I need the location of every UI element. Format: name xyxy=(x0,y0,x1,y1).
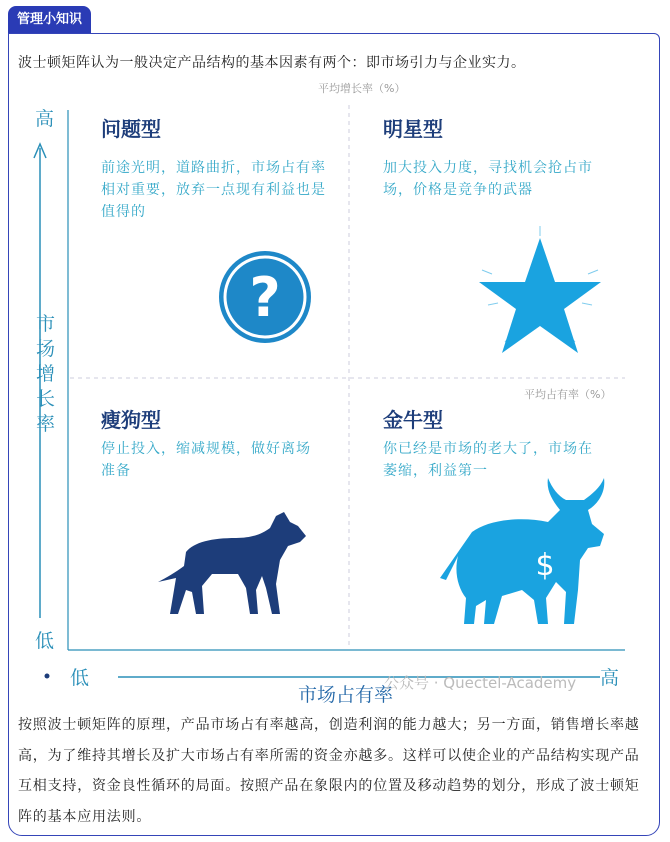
cow-title: 金牛型 xyxy=(383,408,443,432)
question-title: 问题型 xyxy=(101,117,161,141)
svg-text:$: $ xyxy=(535,548,555,583)
x-axis-label: 市场占有率 xyxy=(298,684,394,706)
x-axis-low: 低 xyxy=(70,667,90,689)
intro-text: 波士顿矩阵认为一般决定产品结构的基本因素有两个：即市场引力与企业实力。 xyxy=(18,55,526,71)
body-paragraph: 按照波士顿矩阵的原理，产品市场占有率越高，创造利润的能力越大；另一方面，销售增长率越高，为了维持其增长及扩大市场占有率所需的资金亦越多。这样可以使企业的产品结构实现产品互相支持，资金良性循环的局面。按照产品在象限内的位置及移动趋势的划分，形成了波士顿矩阵的基本应用法则。 xyxy=(18,717,640,825)
dog-title: 瘦狗型 xyxy=(101,408,161,432)
star-title: 明星型 xyxy=(383,117,443,141)
axis-bullet xyxy=(45,674,50,679)
star-desc: 加大投入力度，寻找机会抢占市场，价格是竞争的武器 xyxy=(383,160,593,198)
bull-dollar-icon xyxy=(440,478,604,624)
question-mark-icon xyxy=(219,251,311,343)
cow-desc: 你已经是市场的老大了，市场在萎缩，利益第一 xyxy=(383,441,593,479)
svg-text:?: ? xyxy=(249,266,281,329)
section-tag: 管理小知识 xyxy=(8,6,91,33)
x-axis-high: 高 xyxy=(600,667,620,689)
growth-average-label: 平均增长率（%） xyxy=(318,82,406,95)
share-average-label: 平均占有率（%） xyxy=(524,388,612,401)
question-desc: 前途光明，道路曲折，市场占有率相对重要，放弃一点现有利益也是值得的 xyxy=(101,160,326,220)
y-axis-label: 市场增长率 xyxy=(36,313,56,435)
watermark: 公众号 · Quectel-Academy xyxy=(384,674,577,692)
star-icon xyxy=(479,226,601,353)
dog-icon xyxy=(158,512,306,614)
dog-desc: 停止投入，缩减规模，做好离场准备 xyxy=(101,441,311,479)
y-axis-high: 高 xyxy=(35,108,55,130)
y-axis-low: 低 xyxy=(35,630,55,652)
